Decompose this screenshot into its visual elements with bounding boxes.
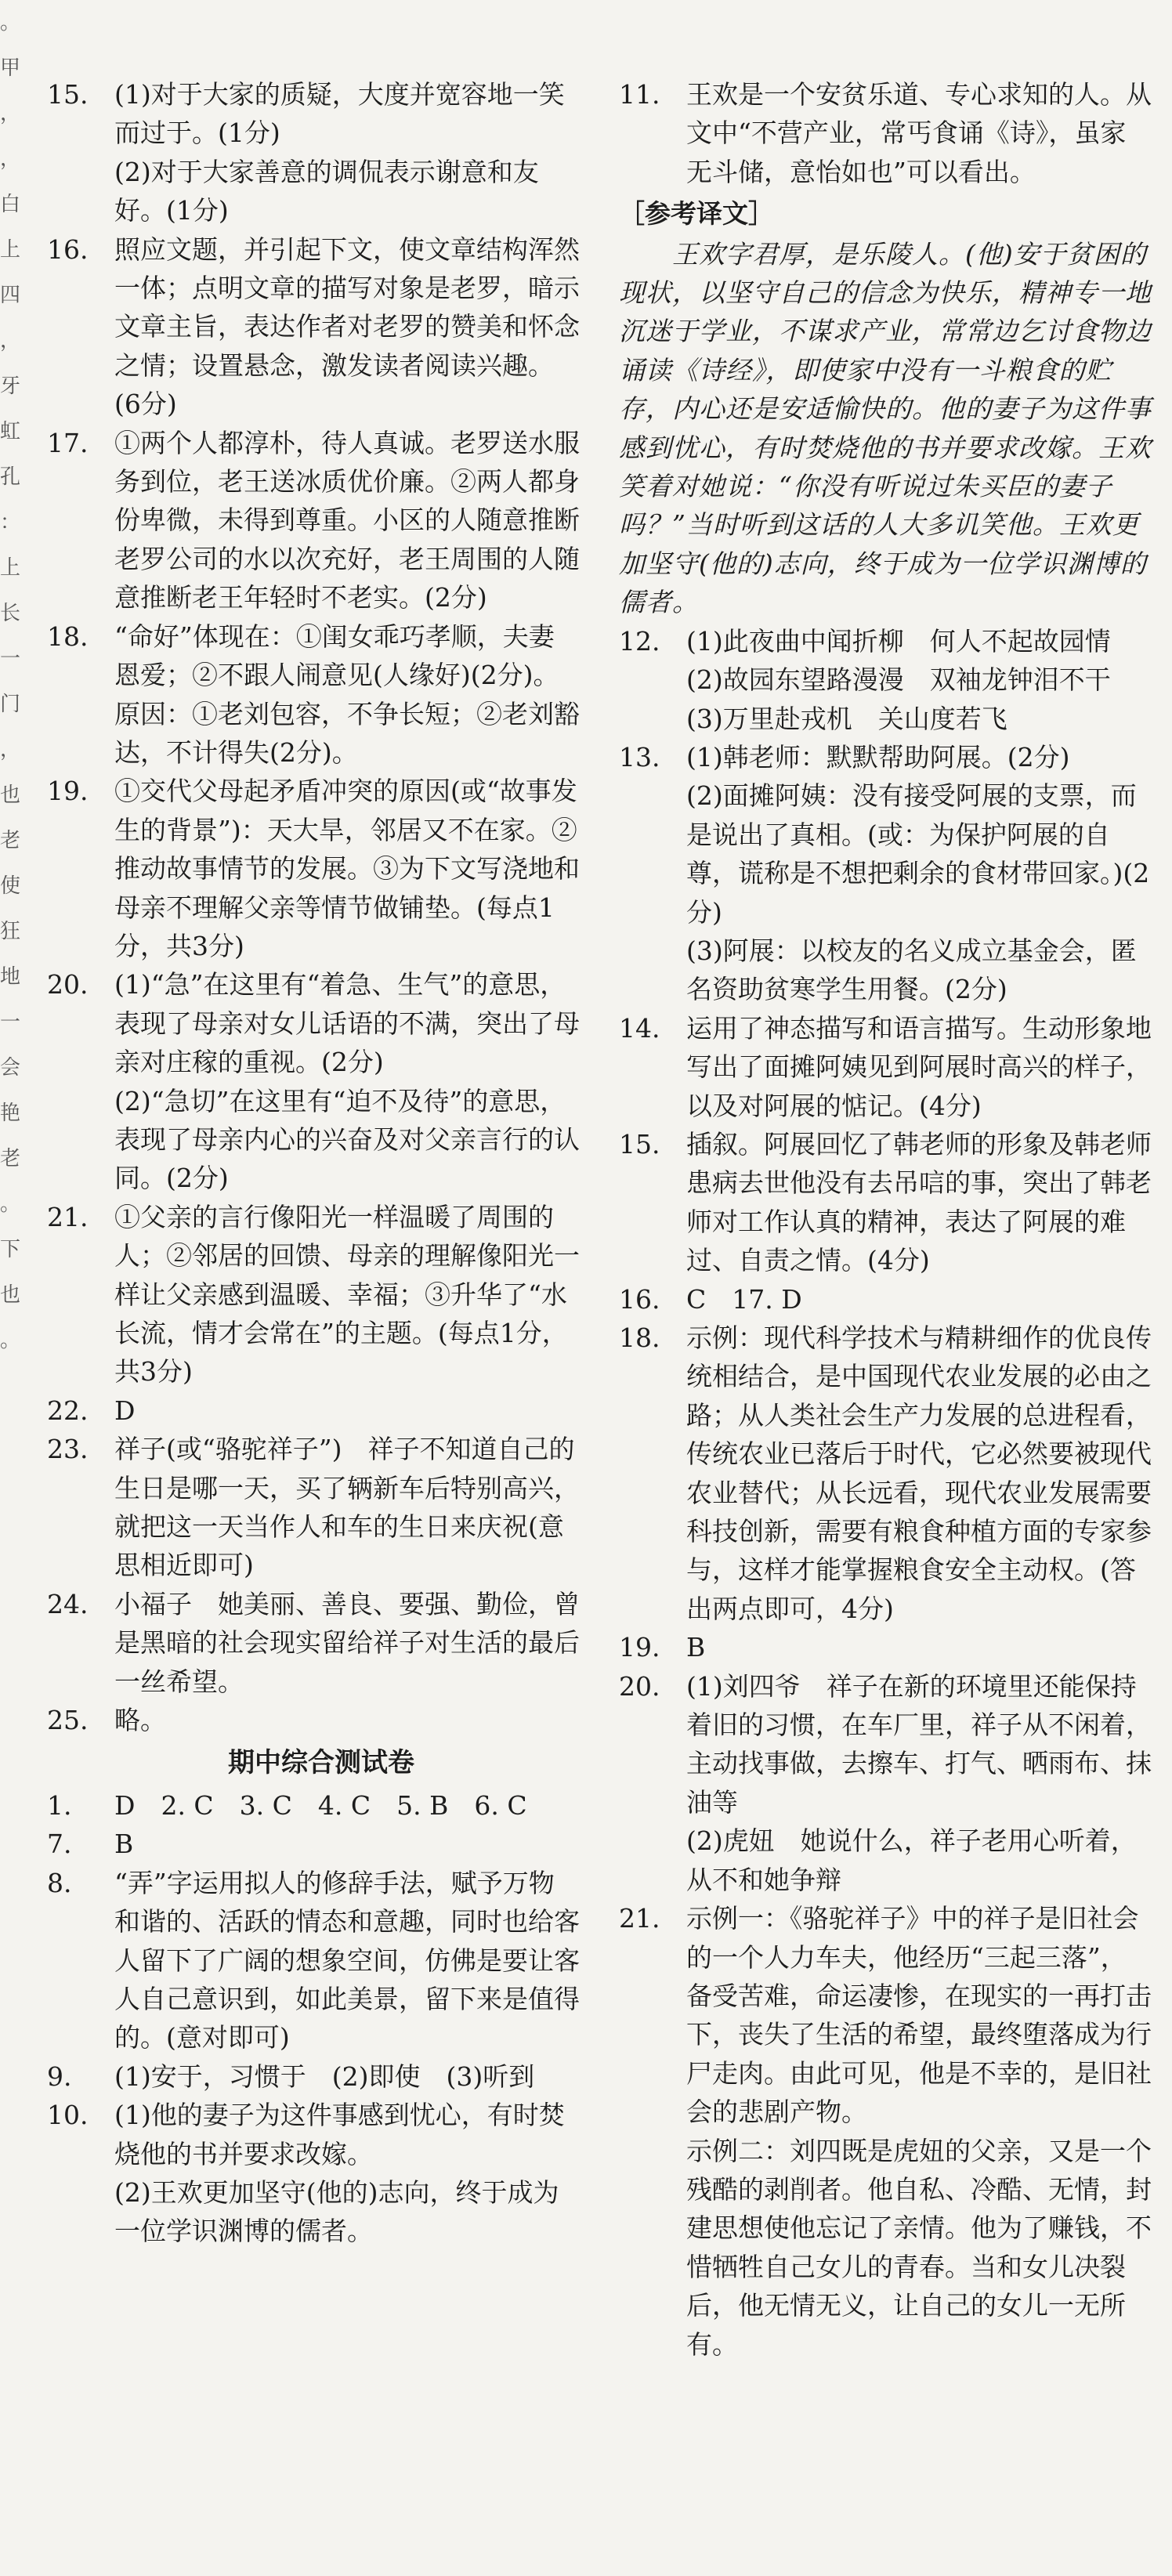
answer-number: 21. bbox=[47, 1201, 89, 1232]
answer-text: (1)此夜曲中闻折柳 何人不起故园情 bbox=[686, 625, 1111, 657]
answer-item bbox=[619, 1899, 1152, 2364]
answer-text: (3)万里赴戎机 关山度若飞 bbox=[686, 703, 1007, 734]
answer-number: 25. bbox=[47, 1705, 89, 1736]
answer-number: 18. bbox=[619, 1322, 660, 1353]
answer-item bbox=[47, 617, 580, 772]
answer-number: 7. bbox=[47, 1829, 72, 1860]
answer-item bbox=[47, 1825, 580, 1863]
translation-title: ［参考译文］ bbox=[619, 198, 774, 230]
margin-char: 使 bbox=[0, 874, 21, 898]
answer-number: 18. bbox=[47, 620, 89, 652]
answer-number: 12. bbox=[619, 625, 660, 657]
section-heading: 期中综合测试卷 bbox=[228, 1747, 414, 1779]
answer-number: 14. bbox=[619, 1012, 660, 1044]
margin-char: 也 bbox=[0, 783, 21, 807]
margin-char: 白 bbox=[0, 193, 21, 216]
margin-char: 地 bbox=[0, 965, 21, 989]
answer-item bbox=[47, 1786, 580, 1825]
answer-item bbox=[619, 75, 1152, 191]
margin-char: 一 bbox=[0, 1011, 21, 1034]
margin-char: 老 bbox=[0, 829, 21, 852]
margin-char: ， bbox=[0, 738, 21, 762]
answer-item bbox=[47, 1198, 580, 1391]
answer-text: B bbox=[686, 1632, 706, 1663]
answer-number: 15. bbox=[47, 79, 89, 110]
answer-number: 11. bbox=[619, 79, 660, 110]
answer-text: 王欢是一个安贫乐道、专心求知的人。从文中“不营产业，常丐食诵《诗》，虽家无斗储，意怡如也”可以看出。 bbox=[686, 79, 1152, 187]
answer-text: (1)韩老师：默默帮助阿展。(2分) bbox=[686, 741, 1070, 772]
answer-text: 插叙。阿展回忆了韩老师的形象及韩老师患病去世他没有去吊唁的事，突出了韩老师对工作认真的精神，表达了阿展的难过、自责之情。(4分) bbox=[686, 1128, 1152, 1276]
margin-char: ， bbox=[0, 147, 21, 171]
answer-item bbox=[47, 2057, 580, 2096]
answer-text: (2)面摊阿姨：没有接受阿展的支票，而是说出了真相。(或：为保护阿展的自尊，谎称是不想把剩余的食材带回家。)(2分) bbox=[686, 780, 1150, 928]
margin-char: 狂 bbox=[0, 920, 21, 943]
answer-item bbox=[47, 1701, 580, 1739]
margin-char: 。 bbox=[0, 11, 21, 34]
answer-number: 8. bbox=[47, 1867, 72, 1898]
answer-item bbox=[47, 1430, 580, 1585]
answer-number: 20. bbox=[619, 1670, 660, 1702]
answer-item bbox=[47, 1585, 580, 1701]
right-column bbox=[619, 75, 1152, 2364]
answer-number: 19. bbox=[47, 776, 89, 807]
cut-margin-text bbox=[0, 0, 22, 2576]
answer-text: ①两个人都淳朴，待人真诚。老罗送水服务到位，老王送冰质优价廉。②两人都身份卑微，未得到尊重。小区的人随意推断老罗公司的水以次充好，老王周围的人随意推断老王年轻时不老实。(2分) bbox=[114, 427, 580, 613]
answer-text: 小福子 她美丽、善良、要强、勤俭，曾是黑暗的社会现实留给祥子对生活的最后一丝希望。 bbox=[114, 1588, 580, 1697]
answer-text: 运用了神态描写和语言描写。生动形象地写出了面摊阿姨见到阿展时高兴的样子，以及对阿展的惦记。(4分) bbox=[686, 1012, 1152, 1121]
answer-number: 21. bbox=[619, 1903, 660, 1934]
margin-char: 也 bbox=[0, 1283, 21, 1307]
answer-item bbox=[619, 1319, 1152, 1628]
answer-text: ①父亲的言行像阳光一样温暖了周围的人；②邻居的回馈、母亲的理解像阳光一样让父亲感到温暖、幸福；③升华了“水长流，情才会常在”的主题。(每点1分，共3分) bbox=[114, 1201, 580, 1387]
answer-text: (1)刘四爷 祥子在新的环境里还能保持着旧的习惯，在车厂里，祥子从不闲着，主动找事做，去擦车、打气、晒雨布、抹油等 bbox=[686, 1670, 1152, 1818]
translation-text: 王欢字君厚，是乐陵人。(他)安于贫困的现状，以坚守自己的信念为快乐，精神专一地沉迷于学业，不谋求产业，常常边乞讨食物边诵读《诗经》，即使家中没有一斗粮食的贮存，内心还是安适愉快的。他的妻子为这件事感到忧心，有时焚烧他的书并要求改嫁。王欢笑着对她说：“你没有听说过朱买臣的妻子吗？”当时听到这话的人大多讥笑他。王欢更加坚守(他的)志向，终于成为一位学识渊博的儒者。 bbox=[619, 238, 1152, 618]
answer-text: D bbox=[114, 1395, 136, 1426]
answer-text: C 17. D bbox=[686, 1283, 802, 1315]
answer-number: 1. bbox=[47, 1789, 72, 1821]
margin-char: 门 bbox=[0, 693, 21, 716]
answer-text: (2)“急切”在这里有“迫不及待”的意思，表现了母亲内心的兴奋及对父亲言行的认同。(2分) bbox=[114, 1085, 580, 1194]
margin-char: 上 bbox=[0, 238, 21, 262]
answer-text: (2)王欢更加坚守(他的)志向，终于成为一位学识渊博的儒者。 bbox=[114, 2176, 559, 2247]
answer-number: 15. bbox=[619, 1128, 660, 1160]
answer-text: 示例：现代科学技术与精耕细作的优良传统相结合，是中国现代农业发展的必由之路；从人类社会生产力发展的总进程看，传统农业已落后于时代，它必然要被现代农业替代；从长远看，现代农业发展需要科技创新，需要有粮食种植方面的专家参与，这样才能掌握粮食安全主动权。(答出两点即可，4分) bbox=[686, 1322, 1152, 1624]
answer-item bbox=[619, 1125, 1152, 1280]
answer-item bbox=[619, 1667, 1152, 1899]
answer-text: “弄”字运用拟人的修辞手法，赋予万物和谐的、活跃的情态和意趣，同时也给客人留下了广阔的想象空间，仿佛是要让客人自己意识到，如此美景，留下来是值得的。(意对即可) bbox=[114, 1867, 580, 2053]
answer-text: D 2. C 3. C 4. C 5. B 6. C bbox=[114, 1789, 527, 1821]
margin-char: ， bbox=[0, 329, 21, 353]
margin-char: 会 bbox=[0, 1056, 21, 1080]
answer-item bbox=[47, 230, 580, 424]
answer-text: 示例二：刘四既是虎妞的父亲，又是一个残酷的剥削者。他自私、冷酷、无情，封建思想使他忘记了亲情。他为了赚钱，不惜牺牲自己女儿的青春。当和女儿决裂后，他无情无义，让自己的女儿一无所有。 bbox=[686, 2135, 1152, 2360]
answer-number: 20. bbox=[47, 969, 89, 1000]
answer-text: (1)对于大家的质疑，大度并宽容地一笑而过于。(1分) bbox=[114, 79, 565, 149]
answer-text: (3)阿展：以校友的名义成立基金会，匿名资助贫寒学生用餐。(2分) bbox=[686, 935, 1137, 1005]
answer-number: 9. bbox=[47, 2060, 72, 2092]
answer-item bbox=[619, 622, 1152, 738]
answer-text: (2)对于大家善意的调侃表示谢意和友好。(1分) bbox=[114, 156, 539, 226]
answer-number: 17. bbox=[47, 427, 89, 458]
answer-text: 示例一：《骆驼祥子》中的祥子是旧社会的一个人力车夫，他经历“三起三落”，备受苦难，命运凄惨，在现实的一再打击下，丧失了生活的希望，最终堕落成为行尸走肉。由此可见，他是不幸的，是旧社会的悲剧产物。 bbox=[686, 1903, 1152, 2128]
margin-char: 。 bbox=[0, 1329, 21, 1352]
answer-text: B bbox=[114, 1829, 134, 1860]
answer-number: 22. bbox=[47, 1395, 89, 1426]
answer-text: 祥子(或“骆驼祥子”) 祥子不知道自己的生日是哪一天，买了辆新车后特别高兴，就把这一天当作人和车的生日来庆祝(意思相近即可) bbox=[114, 1434, 580, 1581]
answer-number: 19. bbox=[619, 1632, 660, 1663]
answer-number: 24. bbox=[47, 1588, 89, 1619]
answer-text: 照应文题，并引起下文，使文章结构浑然一体；点明文章的描写对象是老罗，暗示文章主旨，表达作者对老罗的赞美和怀念之情；设置悬念，激发读者阅读兴趣。(6分) bbox=[114, 233, 580, 420]
margin-char: ， bbox=[0, 102, 21, 125]
answer-item bbox=[619, 1628, 1152, 1666]
margin-char: 老 bbox=[0, 1147, 21, 1170]
margin-char: 长 bbox=[0, 602, 21, 625]
answer-text: (2)故园东望路漫漫 双袖龙钟泪不干 bbox=[686, 664, 1111, 696]
answer-item bbox=[619, 1280, 1152, 1319]
margin-char: ： bbox=[0, 511, 21, 534]
left-column bbox=[47, 75, 580, 2251]
margin-char: 下 bbox=[0, 1238, 21, 1261]
answer-number: 23. bbox=[47, 1434, 89, 1465]
answer-text: (1)“急”在这里有“着急、生气”的意思，表现了母亲对女儿话语的不满，突出了母亲对庄稼的重视。(2分) bbox=[114, 969, 580, 1078]
answer-text: ①交代父母起矛盾冲突的原因(或“故事发生的背景”)：天大旱，邻居又不在家。②推动故事情节的发展。③为下文写浇地和母亲不理解父亲等情节做铺垫。(每点1分，共3分) bbox=[114, 776, 580, 961]
margin-char: 虹 bbox=[0, 420, 21, 443]
margin-char: 一 bbox=[0, 647, 21, 671]
answer-number: 16. bbox=[47, 233, 89, 265]
answer-text: 略。 bbox=[114, 1705, 166, 1736]
answer-item bbox=[47, 965, 580, 1197]
answer-item bbox=[47, 772, 580, 965]
margin-char: 。 bbox=[0, 1192, 21, 1216]
answer-item bbox=[47, 1391, 580, 1430]
answer-number: 10. bbox=[47, 2100, 89, 2131]
answer-text: (1)安于，习惯于 (2)即使 (3)听到 bbox=[114, 2060, 535, 2092]
margin-char: 上 bbox=[0, 556, 21, 580]
answer-item bbox=[47, 1864, 580, 2057]
answer-number: 16. bbox=[619, 1283, 660, 1315]
answer-text: (1)他的妻子为这件事感到忧心，有时焚烧他的书并要求改嫁。 bbox=[114, 2100, 565, 2169]
margin-char: 甲 bbox=[0, 56, 21, 80]
margin-char: 四 bbox=[0, 284, 21, 307]
answer-text: 原因：①老刘包容，不争长短；②老刘豁达，不计得失(2分)。 bbox=[114, 698, 580, 768]
answer-item bbox=[619, 738, 1152, 1009]
margin-char: 艳 bbox=[0, 1102, 21, 1125]
answer-number: 13. bbox=[619, 741, 660, 772]
answer-text: “命好”体现在：①闺女乖巧孝顺，夫妻恩爱；②不跟人闹意见(人缘好)(2分)。 bbox=[114, 620, 559, 691]
answer-item bbox=[619, 1009, 1152, 1125]
answer-item bbox=[47, 75, 580, 230]
answer-item bbox=[47, 2096, 580, 2251]
answer-item bbox=[47, 424, 580, 617]
answer-text: (2)虎妞 她说什么，祥子老用心听着，从不和她争辩 bbox=[686, 1825, 1137, 1895]
margin-char: 孔 bbox=[0, 465, 21, 489]
margin-char: 牙 bbox=[0, 374, 21, 398]
